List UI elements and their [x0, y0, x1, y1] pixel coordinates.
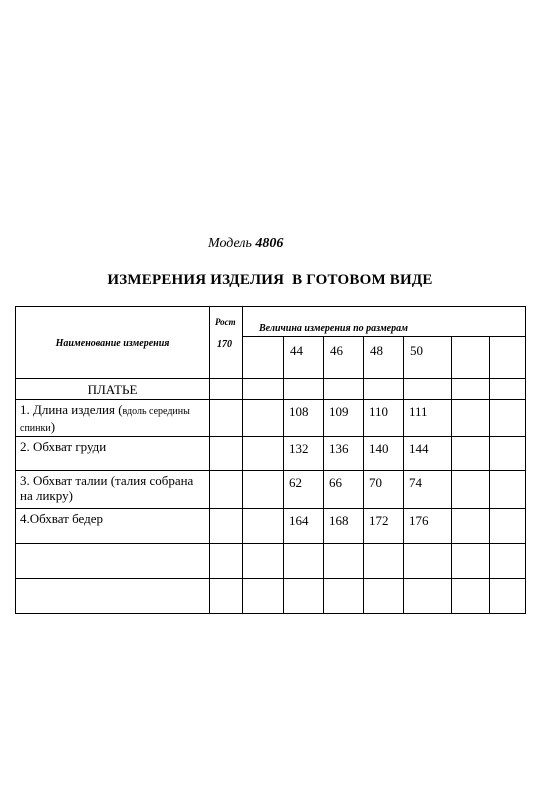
empty-cell — [404, 579, 452, 614]
row-value: 164 — [284, 509, 324, 544]
row-value: 66 — [324, 471, 364, 509]
empty-cell — [452, 471, 490, 509]
row-name — [16, 400, 210, 437]
table-row — [16, 471, 526, 509]
empty-cell — [452, 579, 490, 614]
table-row — [16, 400, 526, 437]
empty-cell — [210, 471, 243, 509]
empty-cell — [210, 579, 243, 614]
empty-cell — [404, 544, 452, 579]
section-row — [16, 379, 526, 400]
empty-cell — [243, 471, 284, 509]
empty-cell — [16, 579, 210, 614]
size-cell: 46 — [324, 337, 364, 379]
empty-cell — [490, 437, 526, 471]
table-row — [16, 437, 526, 471]
empty-cell — [243, 337, 284, 379]
empty-cell — [452, 509, 490, 544]
empty-cell — [364, 379, 404, 400]
empty-cell — [452, 437, 490, 471]
header-rost-value: 170 — [217, 339, 232, 350]
empty-cell — [452, 379, 490, 400]
empty-cell — [284, 579, 324, 614]
row-value: 136 — [324, 437, 364, 471]
header-rost-label: Рост — [215, 317, 236, 327]
empty-cell — [243, 509, 284, 544]
empty-cell — [210, 379, 243, 400]
row-value: 172 — [364, 509, 404, 544]
row-value: 176 — [404, 509, 452, 544]
row-value: 140 — [364, 437, 404, 471]
empty-cell — [210, 400, 243, 437]
row-value: 109 — [324, 400, 364, 437]
table-row-empty — [16, 579, 526, 614]
empty-cell — [452, 400, 490, 437]
row-value: 70 — [364, 471, 404, 509]
section-label: ПЛАТЬЕ — [16, 379, 210, 400]
page-title — [0, 272, 540, 289]
row-value: 132 — [284, 437, 324, 471]
empty-cell — [490, 379, 526, 400]
size-cell: 44 — [284, 337, 324, 379]
row-value: 74 — [404, 471, 452, 509]
title-sub: В ГОТОВОМ ВИДЕ — [292, 272, 433, 288]
empty-cell — [324, 544, 364, 579]
model-caption — [208, 236, 283, 252]
empty-cell — [324, 579, 364, 614]
empty-cell — [490, 544, 526, 579]
row-name-tail: ) — [50, 419, 56, 434]
header-row-top — [16, 307, 526, 337]
row-value: 62 — [284, 471, 324, 509]
empty-cell — [284, 544, 324, 579]
empty-cell — [364, 579, 404, 614]
empty-cell — [490, 400, 526, 437]
row-name: 3. Обхват талии (талия собрана на ликру) — [16, 471, 210, 509]
empty-cell — [243, 437, 284, 471]
empty-cell — [16, 544, 210, 579]
table-row — [16, 509, 526, 544]
model-number: 4806 — [255, 236, 284, 251]
empty-cell — [284, 379, 324, 400]
row-value: 111 — [404, 400, 452, 437]
row-name: 2. Обхват груди — [16, 437, 210, 471]
row-name-text: 1. Длина изделия ( — [20, 402, 123, 417]
row-name-note: вдоль середины спинки — [20, 406, 190, 434]
empty-cell — [404, 379, 452, 400]
empty-cell — [243, 379, 284, 400]
empty-cell — [452, 337, 490, 379]
header-name-cell — [16, 307, 210, 379]
empty-cell — [243, 544, 284, 579]
empty-cell — [210, 509, 243, 544]
measurements-table — [15, 306, 526, 614]
empty-cell — [452, 544, 490, 579]
header-rost-cell — [210, 307, 243, 379]
empty-cell — [490, 579, 526, 614]
title-main: ИЗМЕРЕНИЯ ИЗДЕЛИЯ — [107, 272, 285, 288]
table-row-empty — [16, 544, 526, 579]
row-value: 144 — [404, 437, 452, 471]
row-value: 108 — [284, 400, 324, 437]
model-label: Модель — [208, 236, 252, 251]
empty-cell — [364, 544, 404, 579]
row-name: 4.Обхват бедер — [16, 509, 210, 544]
empty-cell — [210, 437, 243, 471]
row-value: 168 — [324, 509, 364, 544]
empty-cell — [490, 471, 526, 509]
empty-cell — [490, 509, 526, 544]
empty-cell — [490, 337, 526, 379]
empty-cell — [243, 579, 284, 614]
header-size-label: Величина измерения по размерам — [259, 323, 408, 334]
header-name-label: Наименование измерения — [55, 338, 170, 349]
size-cell: 48 — [364, 337, 404, 379]
empty-cell — [210, 544, 243, 579]
size-cell: 50 — [404, 337, 452, 379]
row-value: 110 — [364, 400, 404, 437]
empty-cell — [324, 379, 364, 400]
header-size-cell — [243, 307, 526, 337]
empty-cell — [243, 400, 284, 437]
